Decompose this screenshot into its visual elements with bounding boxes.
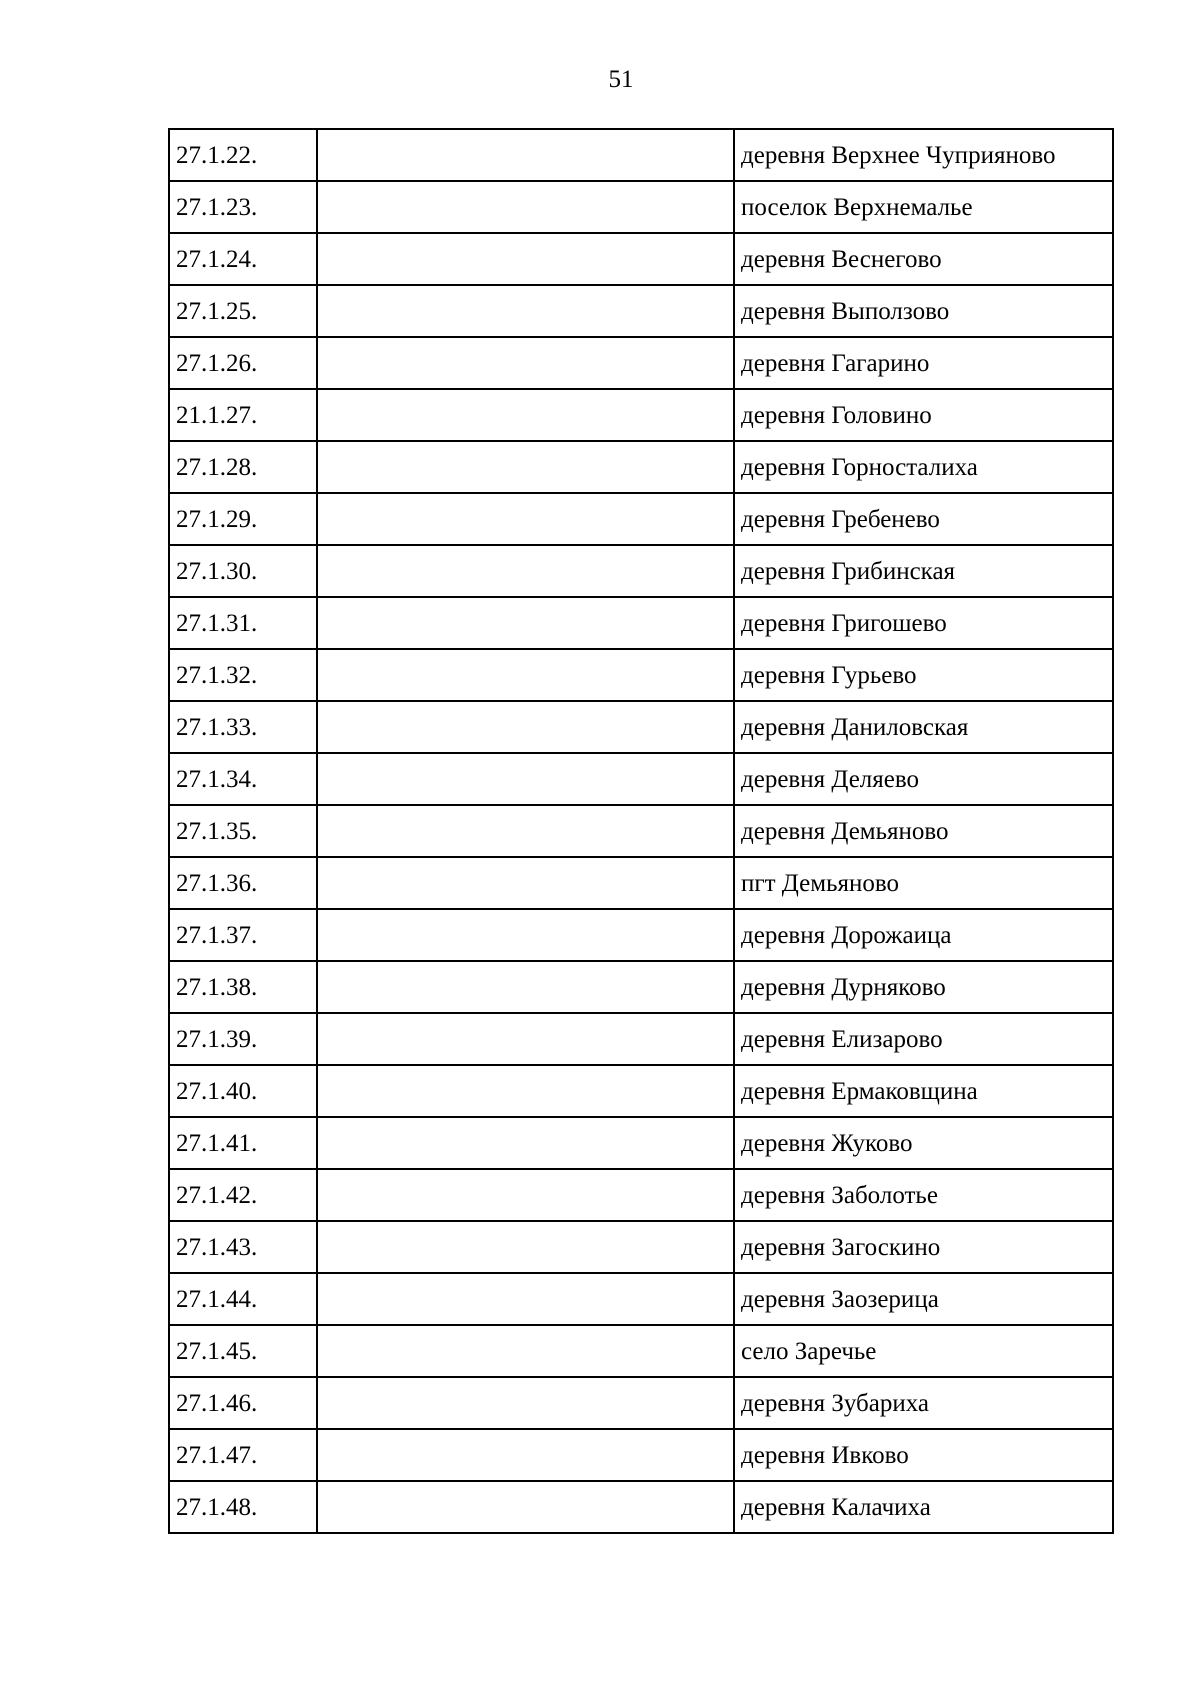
row-empty-cell xyxy=(317,1169,734,1221)
row-empty-cell xyxy=(317,1117,734,1169)
row-empty-cell xyxy=(317,701,734,753)
row-empty-cell xyxy=(317,441,734,493)
row-empty-cell xyxy=(317,337,734,389)
row-settlement-cell: деревня Верхнее Чуприяново xyxy=(734,129,1113,181)
row-empty-cell xyxy=(317,753,734,805)
row-code-cell: 21.1.27. xyxy=(169,389,317,441)
row-settlement-cell: деревня Елизарово xyxy=(734,1013,1113,1065)
row-code-cell: 27.1.35. xyxy=(169,805,317,857)
row-code-cell: 27.1.41. xyxy=(169,1117,317,1169)
row-settlement-cell: деревня Грибинская xyxy=(734,545,1113,597)
row-settlement-cell: деревня Григошево xyxy=(734,597,1113,649)
row-code-cell: 27.1.40. xyxy=(169,1065,317,1117)
row-code-cell: 27.1.44. xyxy=(169,1273,317,1325)
row-empty-cell xyxy=(317,1013,734,1065)
row-code-cell: 27.1.37. xyxy=(169,909,317,961)
table-row xyxy=(169,1013,1113,1065)
row-settlement-cell: деревня Жуково xyxy=(734,1117,1113,1169)
row-settlement-cell: деревня Калачиха xyxy=(734,1481,1113,1533)
row-code-cell: 27.1.36. xyxy=(169,857,317,909)
table-row xyxy=(169,753,1113,805)
row-settlement-cell: поселок Верхнемалье xyxy=(734,181,1113,233)
table-row xyxy=(169,389,1113,441)
row-empty-cell xyxy=(317,1065,734,1117)
table-row xyxy=(169,129,1113,181)
table-row xyxy=(169,909,1113,961)
table-row xyxy=(169,545,1113,597)
row-empty-cell xyxy=(317,1221,734,1273)
row-empty-cell xyxy=(317,1429,734,1481)
row-settlement-cell: деревня Гагарино xyxy=(734,337,1113,389)
row-code-cell: 27.1.23. xyxy=(169,181,317,233)
row-code-cell: 27.1.34. xyxy=(169,753,317,805)
row-code-cell: 27.1.39. xyxy=(169,1013,317,1065)
row-code-cell: 27.1.45. xyxy=(169,1325,317,1377)
row-code-cell: 27.1.30. xyxy=(169,545,317,597)
row-empty-cell xyxy=(317,597,734,649)
table-row xyxy=(169,1429,1113,1481)
table-row xyxy=(169,1481,1113,1533)
row-settlement-cell: деревня Ермаковщина xyxy=(734,1065,1113,1117)
table-row xyxy=(169,805,1113,857)
row-settlement-cell: деревня Горносталиха xyxy=(734,441,1113,493)
table-row xyxy=(169,857,1113,909)
row-empty-cell xyxy=(317,1481,734,1533)
row-settlement-cell: село Заречье xyxy=(734,1325,1113,1377)
row-settlement-cell: деревня Дурняково xyxy=(734,961,1113,1013)
row-code-cell: 27.1.46. xyxy=(169,1377,317,1429)
row-settlement-cell: деревня Заболотье xyxy=(734,1169,1113,1221)
table-row xyxy=(169,337,1113,389)
row-code-cell: 27.1.26. xyxy=(169,337,317,389)
row-settlement-cell: деревня Ивково xyxy=(734,1429,1113,1481)
row-settlement-cell: деревня Даниловская xyxy=(734,701,1113,753)
table-row xyxy=(169,1169,1113,1221)
row-code-cell: 27.1.43. xyxy=(169,1221,317,1273)
row-code-cell: 27.1.38. xyxy=(169,961,317,1013)
table-row xyxy=(169,1325,1113,1377)
table-row xyxy=(169,493,1113,545)
table-row xyxy=(169,1273,1113,1325)
row-code-cell: 27.1.33. xyxy=(169,701,317,753)
row-empty-cell xyxy=(317,857,734,909)
row-code-cell: 27.1.22. xyxy=(169,129,317,181)
row-settlement-cell: деревня Деляево xyxy=(734,753,1113,805)
row-empty-cell xyxy=(317,181,734,233)
table-row xyxy=(169,1221,1113,1273)
table-row xyxy=(169,233,1113,285)
row-code-cell: 27.1.42. xyxy=(169,1169,317,1221)
row-empty-cell xyxy=(317,805,734,857)
page-number: 51 xyxy=(608,66,634,93)
row-empty-cell xyxy=(317,1377,734,1429)
table-row xyxy=(169,1065,1113,1117)
table-row xyxy=(169,1117,1113,1169)
row-code-cell: 27.1.32. xyxy=(169,649,317,701)
row-settlement-cell: пгт Демьяново xyxy=(734,857,1113,909)
row-code-cell: 27.1.47. xyxy=(169,1429,317,1481)
row-code-cell: 27.1.28. xyxy=(169,441,317,493)
row-code-cell: 27.1.48. xyxy=(169,1481,317,1533)
row-empty-cell xyxy=(317,389,734,441)
row-settlement-cell: деревня Демьяново xyxy=(734,805,1113,857)
row-empty-cell xyxy=(317,649,734,701)
table-row xyxy=(169,961,1113,1013)
row-empty-cell xyxy=(317,545,734,597)
settlements-table xyxy=(168,128,1114,1534)
row-settlement-cell: деревня Выползово xyxy=(734,285,1113,337)
row-code-cell: 27.1.31. xyxy=(169,597,317,649)
row-empty-cell xyxy=(317,129,734,181)
row-empty-cell xyxy=(317,909,734,961)
row-empty-cell xyxy=(317,233,734,285)
row-settlement-cell: деревня Заозерица xyxy=(734,1273,1113,1325)
table-row xyxy=(169,181,1113,233)
row-empty-cell xyxy=(317,493,734,545)
row-empty-cell xyxy=(317,961,734,1013)
row-settlement-cell: деревня Гребенево xyxy=(734,493,1113,545)
row-empty-cell xyxy=(317,1273,734,1325)
row-settlement-cell: деревня Веснегово xyxy=(734,233,1113,285)
row-empty-cell xyxy=(317,1325,734,1377)
row-empty-cell xyxy=(317,285,734,337)
table-row xyxy=(169,1377,1113,1429)
row-settlement-cell: деревня Зубариха xyxy=(734,1377,1113,1429)
table-row xyxy=(169,285,1113,337)
table-row xyxy=(169,649,1113,701)
row-settlement-cell: деревня Гурьево xyxy=(734,649,1113,701)
table-row xyxy=(169,597,1113,649)
table-row xyxy=(169,701,1113,753)
table-body xyxy=(169,129,1113,1533)
table-row xyxy=(169,441,1113,493)
row-settlement-cell: деревня Дорожаица xyxy=(734,909,1113,961)
row-code-cell: 27.1.29. xyxy=(169,493,317,545)
row-code-cell: 27.1.25. xyxy=(169,285,317,337)
row-code-cell: 27.1.24. xyxy=(169,233,317,285)
row-settlement-cell: деревня Загоскино xyxy=(734,1221,1113,1273)
row-settlement-cell: деревня Головино xyxy=(734,389,1113,441)
